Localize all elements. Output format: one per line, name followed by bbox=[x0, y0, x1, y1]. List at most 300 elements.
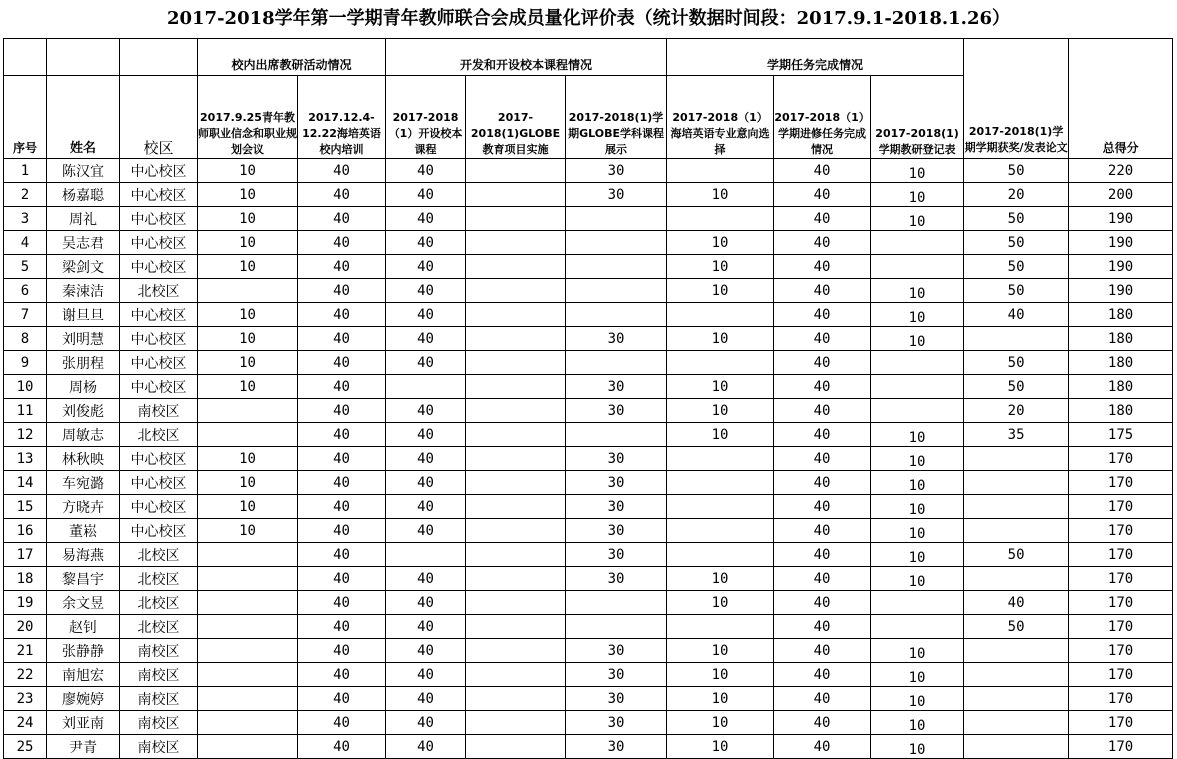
table-row bbox=[4, 399, 1173, 423]
cell-c4 bbox=[466, 183, 566, 207]
table-row bbox=[4, 591, 1173, 615]
cell-c6 bbox=[667, 495, 774, 519]
cell-seq: 12 bbox=[4, 423, 47, 447]
cell-c1 bbox=[198, 567, 298, 591]
cell-c5 bbox=[566, 615, 667, 639]
cell-seq: 15 bbox=[4, 495, 47, 519]
cell-c6: 10 bbox=[667, 735, 774, 759]
cell-c8 bbox=[871, 351, 964, 375]
table-row bbox=[4, 447, 1173, 471]
cell-c3: 40 bbox=[386, 399, 466, 423]
cell-name: 张静静 bbox=[47, 639, 120, 663]
cell-c2: 40 bbox=[298, 663, 386, 687]
cell-c8 bbox=[871, 591, 964, 615]
header-c4: 2017-2018(1)GLOBE教育项目实施 bbox=[470, 111, 561, 156]
cell-c3: 40 bbox=[386, 591, 466, 615]
cell-c5 bbox=[566, 207, 667, 231]
cell-total: 180 bbox=[1069, 399, 1173, 423]
cell-c2: 40 bbox=[298, 447, 386, 471]
cell-seq: 6 bbox=[4, 279, 47, 303]
cell-c8 bbox=[871, 231, 964, 255]
cell-c9: 50 bbox=[964, 279, 1069, 303]
cell-name: 易海燕 bbox=[47, 543, 120, 567]
cell-c5 bbox=[566, 351, 667, 375]
cell-c8: 10 bbox=[871, 495, 964, 519]
cell-c6 bbox=[667, 519, 774, 543]
cell-c6 bbox=[667, 447, 774, 471]
cell-c5: 30 bbox=[566, 183, 667, 207]
cell-c8 bbox=[871, 399, 964, 423]
cell-c1 bbox=[198, 423, 298, 447]
cell-c6: 10 bbox=[667, 255, 774, 279]
cell-campus: 中心校区 bbox=[120, 375, 198, 399]
cell-c8: 10 bbox=[871, 711, 964, 735]
table-row bbox=[4, 303, 1173, 327]
cell-c7: 40 bbox=[774, 495, 871, 519]
table-row bbox=[4, 663, 1173, 687]
group-header-activities: 校内出席教研活动情况 bbox=[198, 39, 386, 76]
cell-c7: 40 bbox=[774, 447, 871, 471]
cell-total: 170 bbox=[1069, 519, 1173, 543]
cell-name: 刘明慧 bbox=[47, 327, 120, 351]
cell-c6: 10 bbox=[667, 567, 774, 591]
cell-c7: 40 bbox=[774, 591, 871, 615]
cell-c7: 40 bbox=[774, 615, 871, 639]
cell-c5 bbox=[566, 231, 667, 255]
cell-c8: 10 bbox=[871, 279, 964, 303]
cell-c9 bbox=[964, 663, 1069, 687]
cell-c8: 10 bbox=[871, 735, 964, 759]
cell-c7: 40 bbox=[774, 375, 871, 399]
cell-c8: 10 bbox=[871, 639, 964, 663]
cell-seq: 20 bbox=[4, 615, 47, 639]
cell-c1 bbox=[198, 591, 298, 615]
cell-c9: 50 bbox=[964, 615, 1069, 639]
cell-total: 170 bbox=[1069, 447, 1173, 471]
cell-c1: 10 bbox=[198, 183, 298, 207]
cell-c1: 10 bbox=[198, 231, 298, 255]
cell-c7: 40 bbox=[774, 687, 871, 711]
cell-c6: 10 bbox=[667, 375, 774, 399]
cell-seq: 19 bbox=[4, 591, 47, 615]
cell-c7: 40 bbox=[774, 639, 871, 663]
table-row bbox=[4, 207, 1173, 231]
cell-name: 周礼 bbox=[47, 207, 120, 231]
cell-total: 190 bbox=[1069, 255, 1173, 279]
header-name: 姓名 bbox=[47, 76, 120, 159]
cell-c3: 40 bbox=[386, 447, 466, 471]
cell-c5 bbox=[566, 303, 667, 327]
cell-seq: 5 bbox=[4, 255, 47, 279]
cell-campus: 中心校区 bbox=[120, 447, 198, 471]
cell-c1: 10 bbox=[198, 495, 298, 519]
cell-c3: 40 bbox=[386, 183, 466, 207]
group-header-tasks: 学期任务完成情况 bbox=[667, 39, 964, 76]
evaluation-table bbox=[3, 38, 1173, 759]
cell-name: 车宛潞 bbox=[47, 471, 120, 495]
table-row bbox=[4, 255, 1173, 279]
cell-c6: 10 bbox=[667, 687, 774, 711]
cell-c9 bbox=[964, 711, 1069, 735]
cell-c5 bbox=[566, 279, 667, 303]
cell-campus: 中心校区 bbox=[120, 255, 198, 279]
header-c7: 2017-2018（1）学期进修任务完成情况 bbox=[774, 111, 870, 156]
cell-c7: 40 bbox=[774, 231, 871, 255]
cell-campus: 中心校区 bbox=[120, 351, 198, 375]
cell-campus: 中心校区 bbox=[120, 207, 198, 231]
table-row bbox=[4, 327, 1173, 351]
cell-c3 bbox=[386, 375, 466, 399]
cell-campus: 北校区 bbox=[120, 543, 198, 567]
cell-c6: 10 bbox=[667, 327, 774, 351]
table-row bbox=[4, 735, 1173, 759]
cell-c9: 50 bbox=[964, 207, 1069, 231]
cell-c9: 50 bbox=[964, 543, 1069, 567]
cell-c3: 40 bbox=[386, 207, 466, 231]
cell-c7: 40 bbox=[774, 519, 871, 543]
cell-c7: 40 bbox=[774, 351, 871, 375]
cell-c8: 10 bbox=[871, 471, 964, 495]
cell-name: 林秋映 bbox=[47, 447, 120, 471]
cell-c4 bbox=[466, 327, 566, 351]
cell-seq: 16 bbox=[4, 519, 47, 543]
cell-campus: 中心校区 bbox=[120, 495, 198, 519]
cell-total: 170 bbox=[1069, 735, 1173, 759]
header-campus: 校区 bbox=[120, 76, 198, 159]
cell-total: 180 bbox=[1069, 375, 1173, 399]
table-row bbox=[4, 519, 1173, 543]
cell-c6 bbox=[667, 303, 774, 327]
table-row bbox=[4, 471, 1173, 495]
cell-c6 bbox=[667, 543, 774, 567]
cell-c7: 40 bbox=[774, 399, 871, 423]
cell-c6: 10 bbox=[667, 711, 774, 735]
table-row bbox=[4, 183, 1173, 207]
cell-c8 bbox=[871, 255, 964, 279]
cell-c2: 40 bbox=[298, 423, 386, 447]
cell-c5 bbox=[566, 591, 667, 615]
cell-seq: 17 bbox=[4, 543, 47, 567]
cell-c4 bbox=[466, 207, 566, 231]
cell-campus: 中心校区 bbox=[120, 303, 198, 327]
cell-c2: 40 bbox=[298, 615, 386, 639]
cell-c9: 50 bbox=[964, 351, 1069, 375]
cell-c5: 30 bbox=[566, 447, 667, 471]
cell-c5: 30 bbox=[566, 687, 667, 711]
cell-c4 bbox=[466, 735, 566, 759]
header-c3: 2017-2018（1）开设校本课程 bbox=[388, 111, 463, 156]
cell-c4 bbox=[466, 375, 566, 399]
cell-c5 bbox=[566, 423, 667, 447]
header-blank-campus bbox=[120, 39, 198, 76]
table-row bbox=[4, 231, 1173, 255]
cell-c1: 10 bbox=[198, 471, 298, 495]
cell-c2: 40 bbox=[298, 711, 386, 735]
cell-total: 170 bbox=[1069, 663, 1173, 687]
cell-c4 bbox=[466, 303, 566, 327]
cell-c6: 10 bbox=[667, 639, 774, 663]
cell-c5: 30 bbox=[566, 159, 667, 183]
cell-c8 bbox=[871, 375, 964, 399]
table-row bbox=[4, 687, 1173, 711]
cell-c1 bbox=[198, 279, 298, 303]
cell-name: 余文昱 bbox=[47, 591, 120, 615]
cell-c4 bbox=[466, 231, 566, 255]
cell-c2: 40 bbox=[298, 519, 386, 543]
cell-c9 bbox=[964, 639, 1069, 663]
header-c8: 2017-2018(1)学期教研登记表 bbox=[875, 127, 959, 156]
cell-c3: 40 bbox=[386, 735, 466, 759]
cell-c7: 40 bbox=[774, 183, 871, 207]
cell-seq: 21 bbox=[4, 639, 47, 663]
cell-c9: 50 bbox=[964, 375, 1069, 399]
cell-c6: 10 bbox=[667, 663, 774, 687]
cell-c8: 10 bbox=[871, 327, 964, 351]
cell-c2: 40 bbox=[298, 591, 386, 615]
cell-c2: 40 bbox=[298, 279, 386, 303]
table-row bbox=[4, 711, 1173, 735]
cell-c3: 40 bbox=[386, 495, 466, 519]
cell-c1 bbox=[198, 711, 298, 735]
cell-c4 bbox=[466, 639, 566, 663]
cell-c5: 30 bbox=[566, 495, 667, 519]
cell-campus: 南校区 bbox=[120, 735, 198, 759]
header-c6: 2017-2018（1）海培英语专业意向选择 bbox=[670, 111, 770, 156]
cell-c4 bbox=[466, 519, 566, 543]
cell-c5: 30 bbox=[566, 735, 667, 759]
cell-c7: 40 bbox=[774, 663, 871, 687]
cell-c5: 30 bbox=[566, 375, 667, 399]
cell-c3: 40 bbox=[386, 279, 466, 303]
cell-seq: 24 bbox=[4, 711, 47, 735]
cell-c2: 40 bbox=[298, 495, 386, 519]
cell-c2: 40 bbox=[298, 687, 386, 711]
cell-total: 170 bbox=[1069, 495, 1173, 519]
cell-c9 bbox=[964, 471, 1069, 495]
cell-c4 bbox=[466, 495, 566, 519]
cell-c7: 40 bbox=[774, 279, 871, 303]
cell-c3: 40 bbox=[386, 255, 466, 279]
cell-c3: 40 bbox=[386, 615, 466, 639]
cell-name: 方晓卉 bbox=[47, 495, 120, 519]
cell-name: 周杨 bbox=[47, 375, 120, 399]
cell-seq: 23 bbox=[4, 687, 47, 711]
cell-c6: 10 bbox=[667, 183, 774, 207]
cell-campus: 中心校区 bbox=[120, 519, 198, 543]
table-row bbox=[4, 351, 1173, 375]
cell-total: 180 bbox=[1069, 351, 1173, 375]
table-row bbox=[4, 375, 1173, 399]
cell-name: 杨嘉聪 bbox=[47, 183, 120, 207]
cell-c1: 10 bbox=[198, 519, 298, 543]
cell-total: 190 bbox=[1069, 207, 1173, 231]
cell-c2: 40 bbox=[298, 471, 386, 495]
cell-total: 170 bbox=[1069, 543, 1173, 567]
cell-seq: 11 bbox=[4, 399, 47, 423]
cell-c7: 40 bbox=[774, 303, 871, 327]
group-header-courses: 开发和开设校本课程情况 bbox=[386, 39, 667, 76]
header-c9: 2017-2018(1)学期学期获奖/发表论文 bbox=[964, 125, 1068, 154]
cell-c8: 10 bbox=[871, 159, 964, 183]
cell-name: 吴志君 bbox=[47, 231, 120, 255]
cell-name: 梁剑文 bbox=[47, 255, 120, 279]
cell-c6 bbox=[667, 207, 774, 231]
cell-c2: 40 bbox=[298, 543, 386, 567]
header-c5: 2017-2018(1)学期GLOBE学科课程展示 bbox=[568, 111, 664, 156]
cell-c3: 40 bbox=[386, 231, 466, 255]
cell-campus: 南校区 bbox=[120, 399, 198, 423]
table-row bbox=[4, 543, 1173, 567]
cell-c8: 10 bbox=[871, 687, 964, 711]
cell-c5: 30 bbox=[566, 639, 667, 663]
cell-c5: 30 bbox=[566, 327, 667, 351]
cell-c1 bbox=[198, 735, 298, 759]
cell-c2: 40 bbox=[298, 375, 386, 399]
cell-c4 bbox=[466, 687, 566, 711]
cell-c8: 10 bbox=[871, 423, 964, 447]
cell-c3 bbox=[386, 543, 466, 567]
cell-c2: 40 bbox=[298, 639, 386, 663]
cell-total: 170 bbox=[1069, 567, 1173, 591]
cell-name: 廖婉婷 bbox=[47, 687, 120, 711]
cell-seq: 1 bbox=[4, 159, 47, 183]
cell-c9 bbox=[964, 567, 1069, 591]
cell-c2: 40 bbox=[298, 351, 386, 375]
header-blank-seq bbox=[4, 39, 47, 76]
cell-c9: 35 bbox=[964, 423, 1069, 447]
cell-c6: 10 bbox=[667, 231, 774, 255]
cell-c3: 40 bbox=[386, 159, 466, 183]
cell-seq: 9 bbox=[4, 351, 47, 375]
cell-c1 bbox=[198, 639, 298, 663]
cell-c9: 40 bbox=[964, 591, 1069, 615]
header-seq: 序号 bbox=[4, 76, 47, 159]
table-row bbox=[4, 423, 1173, 447]
cell-c4 bbox=[466, 543, 566, 567]
cell-c5: 30 bbox=[566, 663, 667, 687]
cell-c5: 30 bbox=[566, 471, 667, 495]
header-total: 总得分 bbox=[1069, 39, 1173, 159]
cell-name: 周敏志 bbox=[47, 423, 120, 447]
cell-c7: 40 bbox=[774, 711, 871, 735]
cell-c2: 40 bbox=[298, 399, 386, 423]
cell-c9: 20 bbox=[964, 399, 1069, 423]
cell-c1: 10 bbox=[198, 327, 298, 351]
cell-c1: 10 bbox=[198, 303, 298, 327]
table-row bbox=[4, 159, 1173, 183]
cell-total: 180 bbox=[1069, 303, 1173, 327]
cell-c1: 10 bbox=[198, 207, 298, 231]
cell-campus: 中心校区 bbox=[120, 183, 198, 207]
cell-c4 bbox=[466, 159, 566, 183]
cell-seq: 2 bbox=[4, 183, 47, 207]
cell-total: 180 bbox=[1069, 327, 1173, 351]
cell-c2: 40 bbox=[298, 207, 386, 231]
cell-total: 170 bbox=[1069, 591, 1173, 615]
cell-c4 bbox=[466, 471, 566, 495]
cell-c8: 10 bbox=[871, 519, 964, 543]
cell-c6 bbox=[667, 615, 774, 639]
cell-campus: 南校区 bbox=[120, 687, 198, 711]
cell-c8: 10 bbox=[871, 543, 964, 567]
cell-c7: 40 bbox=[774, 159, 871, 183]
cell-total: 220 bbox=[1069, 159, 1173, 183]
cell-c9 bbox=[964, 735, 1069, 759]
cell-c1: 10 bbox=[198, 375, 298, 399]
cell-campus: 中心校区 bbox=[120, 471, 198, 495]
cell-c1 bbox=[198, 663, 298, 687]
cell-total: 175 bbox=[1069, 423, 1173, 447]
cell-c4 bbox=[466, 255, 566, 279]
cell-c2: 40 bbox=[298, 231, 386, 255]
cell-name: 南旭宏 bbox=[47, 663, 120, 687]
cell-c9 bbox=[964, 327, 1069, 351]
cell-campus: 北校区 bbox=[120, 423, 198, 447]
cell-name: 张朋程 bbox=[47, 351, 120, 375]
cell-c3: 40 bbox=[386, 567, 466, 591]
cell-c3: 40 bbox=[386, 471, 466, 495]
cell-c4 bbox=[466, 663, 566, 687]
cell-c7: 40 bbox=[774, 327, 871, 351]
cell-c4 bbox=[466, 279, 566, 303]
cell-seq: 25 bbox=[4, 735, 47, 759]
cell-c7: 40 bbox=[774, 543, 871, 567]
cell-campus: 北校区 bbox=[120, 567, 198, 591]
cell-seq: 13 bbox=[4, 447, 47, 471]
header-c1: 2017.9.25青年教师职业信念和职业规划会议 bbox=[198, 111, 297, 156]
cell-seq: 22 bbox=[4, 663, 47, 687]
cell-name: 董崧 bbox=[47, 519, 120, 543]
cell-c9 bbox=[964, 687, 1069, 711]
cell-c7: 40 bbox=[774, 471, 871, 495]
cell-total: 170 bbox=[1069, 687, 1173, 711]
cell-total: 170 bbox=[1069, 471, 1173, 495]
cell-c9 bbox=[964, 447, 1069, 471]
header-blank-name bbox=[47, 39, 120, 76]
cell-c1: 10 bbox=[198, 159, 298, 183]
cell-c8: 10 bbox=[871, 303, 964, 327]
cell-c4 bbox=[466, 423, 566, 447]
cell-c1 bbox=[198, 399, 298, 423]
cell-c9 bbox=[964, 519, 1069, 543]
cell-c7: 40 bbox=[774, 567, 871, 591]
cell-c2: 40 bbox=[298, 255, 386, 279]
cell-c5: 30 bbox=[566, 567, 667, 591]
cell-c1: 10 bbox=[198, 255, 298, 279]
cell-c9: 50 bbox=[964, 231, 1069, 255]
cell-c9: 20 bbox=[964, 183, 1069, 207]
cell-c1 bbox=[198, 615, 298, 639]
cell-total: 190 bbox=[1069, 279, 1173, 303]
cell-c8: 10 bbox=[871, 207, 964, 231]
cell-c2: 40 bbox=[298, 327, 386, 351]
table-row bbox=[4, 615, 1173, 639]
cell-seq: 4 bbox=[4, 231, 47, 255]
cell-c3: 40 bbox=[386, 327, 466, 351]
cell-campus: 北校区 bbox=[120, 615, 198, 639]
cell-c3: 40 bbox=[386, 351, 466, 375]
cell-name: 刘亚南 bbox=[47, 711, 120, 735]
cell-c3: 40 bbox=[386, 639, 466, 663]
cell-total: 200 bbox=[1069, 183, 1173, 207]
cell-c3: 40 bbox=[386, 663, 466, 687]
cell-c6 bbox=[667, 351, 774, 375]
table-row bbox=[4, 639, 1173, 663]
cell-campus: 中心校区 bbox=[120, 159, 198, 183]
cell-name: 秦涑洁 bbox=[47, 279, 120, 303]
cell-c1: 10 bbox=[198, 351, 298, 375]
cell-c9: 50 bbox=[964, 255, 1069, 279]
